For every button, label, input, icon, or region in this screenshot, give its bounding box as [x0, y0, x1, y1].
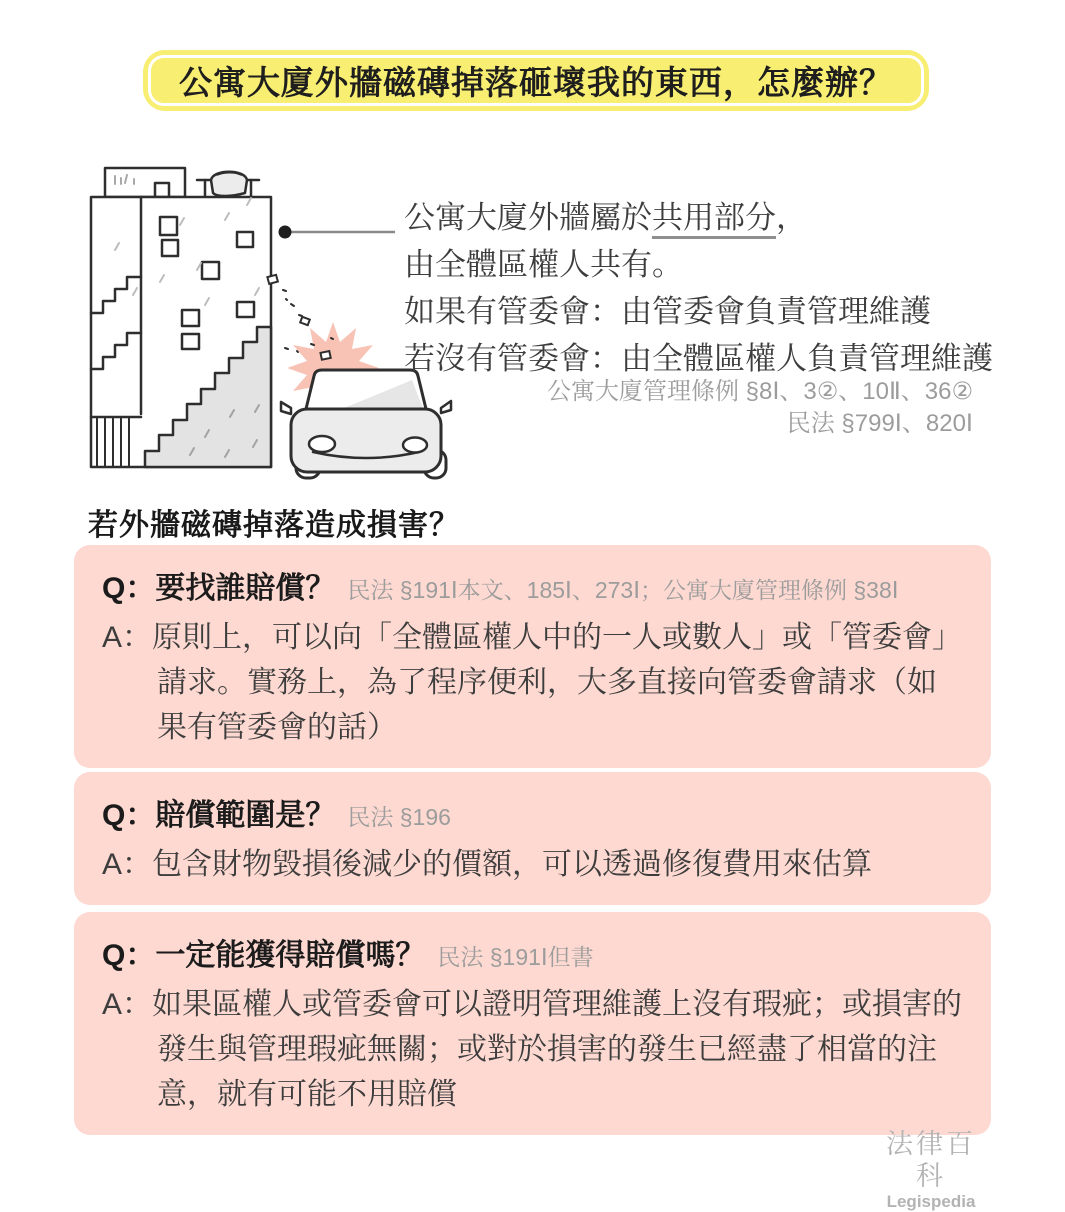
citation-line-2: 民法 §799Ⅰ、820Ⅰ [786, 410, 973, 437]
page-title: 公寓大廈外牆磁磚掉落砸壞我的東西，怎麼辦？ [179, 64, 893, 101]
section-heading: 若外牆磁磚掉落造成損害？ [88, 509, 460, 542]
brand-footer [872, 1128, 990, 1212]
answer-prefix: A： [102, 621, 153, 654]
answer-text: 原則上，可以向「全體區權人中的一人或數人」或「管委會」請求。實務上，為了程序便利，大多直接向管委會請求（如果有管委會的話） [152, 621, 963, 744]
intro-line-3: 如果有管委會：由管委會負責管理維護 [404, 294, 931, 329]
brand-name-zh: 法律百科 [886, 1129, 976, 1191]
intro-text [404, 194, 993, 382]
question-prefix: Q： [102, 799, 156, 832]
intro-line-2: 由全體區權人共有。 [404, 247, 683, 282]
answer-prefix: A： [102, 848, 153, 881]
answer-text: 包含財物毀損後減少的價額，可以透過修復費用來估算 [152, 848, 873, 881]
intro-line1-post: ， [776, 200, 807, 235]
question-citation: 民法 §191Ⅰ但書 [437, 944, 594, 970]
qa-box-certainty-of-compensation [74, 912, 991, 1135]
qa-box-scope-of-damages [74, 772, 991, 905]
answer-line [102, 615, 963, 750]
question-text: 要找誰賠償？ [155, 572, 336, 605]
answer-line [102, 982, 963, 1117]
question-line [102, 566, 963, 613]
intro-line1-underlined-term: 共用部分 [652, 200, 776, 239]
callout-dot-icon [279, 226, 292, 239]
question-prefix: Q： [102, 572, 156, 605]
question-line [102, 933, 963, 980]
qa-box-who-to-claim [74, 545, 991, 768]
question-citation: 民法 §196 [347, 804, 451, 830]
legal-citations [547, 376, 973, 440]
question-line [102, 793, 963, 840]
answer-text: 如果區權人或管委會可以證明管理維護上沒有瑕疵；或損害的發生與管理瑕疵無關；或對於損害的發生已經盡了相當的注意，就有可能不用賠償 [152, 988, 963, 1111]
question-text: 一定能獲得賠償嗎？ [155, 939, 426, 972]
building-tile-fall-illustration [85, 152, 450, 482]
apartment-building-icon [91, 168, 271, 467]
question-text: 賠償範圍是？ [155, 799, 336, 832]
intro-line-4: 若沒有管委會：由全體區權人負責管理維護 [404, 341, 993, 376]
answer-line [102, 842, 963, 887]
intro-line1-pre: 公寓大廈外牆屬於 [404, 200, 652, 235]
answer-prefix: A： [102, 988, 153, 1021]
question-prefix: Q： [102, 939, 156, 972]
citation-line-1: 公寓大廈管理條例 §8Ⅰ、3②、10Ⅱ、36② [546, 378, 973, 405]
question-citation: 民法 §191Ⅰ本文、185Ⅰ、273Ⅰ；公寓大廈管理條例 §38Ⅰ [347, 577, 899, 603]
brand-name-en: Legispedia [886, 1192, 976, 1211]
intro-line-1 [404, 194, 993, 241]
title-banner [143, 50, 929, 111]
